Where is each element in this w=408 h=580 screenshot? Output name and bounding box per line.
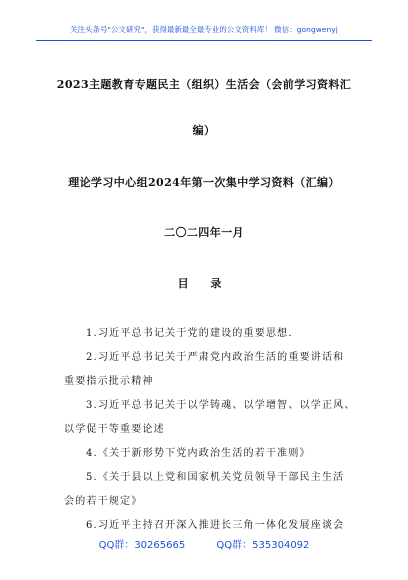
toc-line: 会的若干规定》 [64,496,143,507]
document-title-line-1: 2023主题教育专题民主（组织）生活会（会前学习资料汇 [56,78,352,91]
header-divider [36,40,372,41]
document-subtitle: 理论学习中心组2024年第一次集中学习资料（汇编） [68,176,340,189]
footer-qq-group-2: QQ群：535304092 [216,540,310,551]
header-banner: 关注头条号"公文研究"，获得最新最全最专业的公文资料库！ 微信：gongwenyj [70,25,338,34]
toc-line: 6.习近平主持召开深入推进长三角一体化发展座谈会 [86,520,345,531]
footer-qq-group-1: QQ群：30265665 [98,540,186,551]
toc-line: 2.习近平总书记关于严肃党内政治生活的重要讲话和 [86,352,345,363]
toc-line: 1.习近平总书记关于党的建设的重要思想. [86,328,293,339]
toc-line: 5.《关于县以上党和国家机关党员领导干部民主生活 [86,472,345,483]
table-of-contents [64,322,364,538]
toc-line: 3.习近平总书记关于以学铸魂、以学增智、以学正风、 [86,400,356,411]
document-title-line-2: 编） [192,124,216,137]
toc-line: 以学促干等重要论述 [64,424,165,435]
toc-line: 4.《关于新形势下党内政治生活的若干准则》 [86,448,311,459]
document-date: 二〇二四年一月 [164,226,244,239]
toc-heading: 目 录 [177,277,231,290]
footer-contacts [0,536,408,551]
toc-line: 重要指示批示精神 [64,376,154,387]
